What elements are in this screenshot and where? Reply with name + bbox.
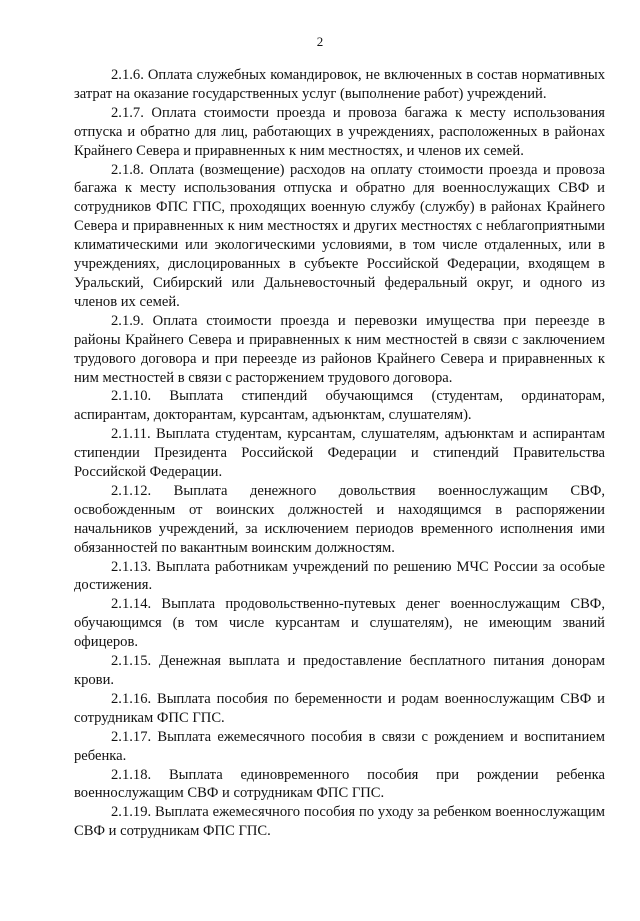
paragraph-2-1-16: 2.1.16. Выплата пособия по беременности и родам военнослужащим СВФ и сотрудникам ФПС ГПС. bbox=[74, 690, 605, 726]
paragraph-2-1-18: 2.1.18. Выплата единовременного пособия при рождении ребенка военнослужащим СВФ и сотрудникам ФПС ГПС. bbox=[74, 766, 605, 802]
paragraph-2-1-17: 2.1.17. Выплата ежемесячного пособия в связи с рождением и воспитанием ребенка. bbox=[74, 728, 605, 764]
paragraph-2-1-11: 2.1.11. Выплата студентам, курсантам, слушателям, адъюнктам и аспирантам стипендии Президента Российской Федерации и стипендий Правительства Российской Федерации. bbox=[74, 426, 605, 481]
paragraph-2-1-8: 2.1.8. Оплата (возмещение) расходов на оплату стоимости проезда и провоза багажа к месту использования отпуска и обратно для военнослужащих СВФ и сотрудников ФПС ГПС, проходящих военную службу (службу) в районах Крайнего Севера и приравненных к ним местностях и других местностях с неблагоприятными климатическими или экологическими условиями, в том числе отдаленных, или в учреждениях, дислоцированных в субъекте Российской Федерации, входящем в Уральский, Сибирский или Дальневосточный федеральный округ, и одного из членов их семей. bbox=[74, 161, 605, 310]
paragraph-2-1-15: 2.1.15. Денежная выплата и предоставление бесплатного питания донорам крови. bbox=[74, 653, 605, 688]
page-number: 2 bbox=[316, 34, 324, 49]
paragraph-2-1-7: 2.1.7. Оплата стоимости проезда и провоза багажа к месту использования отпуска и обратно для лиц, работающих в учреждениях, расположенных в районах Крайнего Севера и приравненных к ним местностях, и членов их семей. bbox=[74, 104, 605, 159]
paragraph-2-1-19: 2.1.19. Выплата ежемесячного пособия по уходу за ребенком военнослужащим СВФ и сотрудникам ФПС ГПС. bbox=[74, 804, 605, 840]
paragraph-2-1-14: 2.1.14. Выплата продовольственно-путевых денег военнослужащим СВФ, обучающимся (в том числе курсантам и слушателям), не имеющим званий офицеров. bbox=[74, 596, 605, 651]
paragraph-2-1-13: 2.1.13. Выплата работникам учреждений по решению МЧС России за особые достижения. bbox=[74, 558, 605, 594]
paragraph-2-1-10: 2.1.10. Выплата стипендий обучающимся (студентам, ординаторам, аспирантам, докторантам, курсантам, адъюнктам, слушателям). bbox=[74, 388, 605, 424]
paragraph-2-1-12: 2.1.12. Выплата денежного довольствия военнослужащим СВФ, освобожденным от воинских должностей и находящимся в распоряжении начальников учреждений, за исключением периодов временного исполнения ими обязанностей по вакантным воинским должностям. bbox=[74, 482, 605, 556]
document-body bbox=[74, 66, 605, 841]
paragraph-2-1-9: 2.1.9. Оплата стоимости проезда и перевозки имущества при переезде в районы Крайнего Севера и приравненных к ним местностей в связи с заключением трудового договора и при переезде из районов Крайнего Севера и приравненных к ним местностей в связи с расторжением трудового договора. bbox=[74, 312, 605, 386]
paragraph-2-1-6: 2.1.6. Оплата служебных командировок, не включенных в состав нормативных затрат на оказание государственных услуг (выполнение работ) учреждений. bbox=[74, 67, 605, 102]
